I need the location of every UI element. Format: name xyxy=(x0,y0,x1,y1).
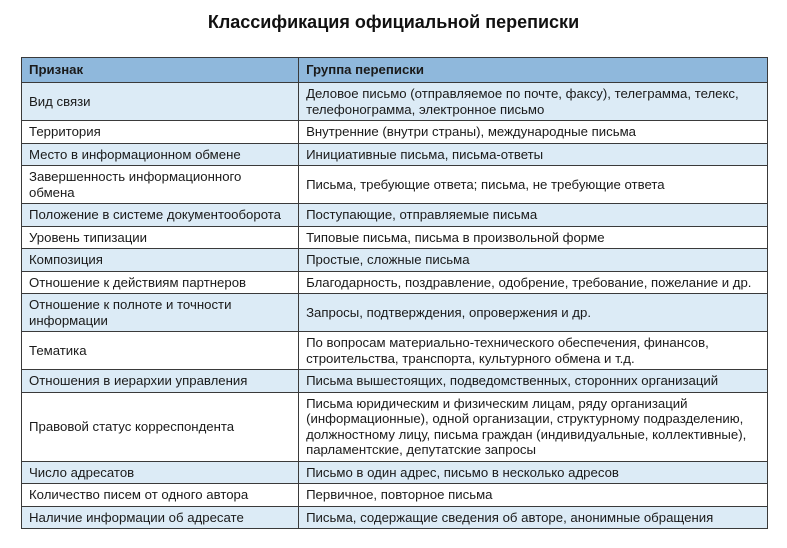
table-row xyxy=(22,392,768,461)
row-feature: Отношения в иерархии управления xyxy=(22,370,299,393)
row-group: Письма, требующие ответа; письма, не требующие ответа xyxy=(299,166,768,204)
page-title: Классификация официальной переписки xyxy=(207,12,580,32)
row-group: Поступающие, отправляемые письма xyxy=(299,204,768,227)
row-group: Письма вышестоящих, подведомственных, сторонних организаций xyxy=(299,370,768,393)
row-feature: Территория xyxy=(22,121,299,144)
row-feature: Уровень типизации xyxy=(22,226,299,249)
row-feature: Вид связи xyxy=(22,83,299,121)
table-row xyxy=(22,484,768,507)
table-row xyxy=(22,121,768,144)
table-row xyxy=(22,249,768,272)
row-group: По вопросам материально-технического обеспечения, финансов, строительства, транспорта, культурного обмена и т.д. xyxy=(299,332,768,370)
table-header-row xyxy=(22,58,768,83)
table-row xyxy=(22,461,768,484)
row-group: Запросы, подтверждения, опровержения и др. xyxy=(299,294,768,332)
row-group: Инициативные письма, письма-ответы xyxy=(299,143,768,166)
row-group: Благодарность, поздравление, одобрение, требование, пожелание и др. xyxy=(299,271,768,294)
table-row xyxy=(22,83,768,121)
row-group: Письма юридическим и физическим лицам, ряду организаций (информационные), одной организации, структурному подразделению, должностному лицу, письма граждан (индивидуальные, коллективные), парламентские, депутатские запросы xyxy=(299,392,768,461)
row-group: Письмо в один адрес, письмо в несколько адресов xyxy=(299,461,768,484)
table-row xyxy=(22,506,768,529)
row-group: Деловое письмо (отправляемое по почте, факсу), телеграмма, телекс, телефонограмма, электронное письмо xyxy=(299,83,768,121)
row-group: Типовые письма, письма в произвольной форме xyxy=(299,226,768,249)
row-feature: Композиция xyxy=(22,249,299,272)
table-row xyxy=(22,332,768,370)
row-feature: Тематика xyxy=(22,332,299,370)
table-row xyxy=(22,294,768,332)
row-feature: Место в информационном обмене xyxy=(22,143,299,166)
row-feature: Правовой статус корреспондента xyxy=(22,392,299,461)
table-row xyxy=(22,226,768,249)
row-feature: Отношение к полноте и точности информации xyxy=(22,294,299,332)
row-feature: Отношение к действиям партнеров xyxy=(22,271,299,294)
row-feature: Количество писем от одного автора xyxy=(22,484,299,507)
row-group: Первичное, повторное письма xyxy=(299,484,768,507)
row-group: Письма, содержащие сведения об авторе, анонимные обращения xyxy=(299,506,768,529)
row-group: Простые, сложные письма xyxy=(299,249,768,272)
table-row xyxy=(22,271,768,294)
row-feature: Число адресатов xyxy=(22,461,299,484)
table-row xyxy=(22,204,768,227)
row-feature: Завершенность информационного обмена xyxy=(22,166,299,204)
row-feature: Наличие информации об адресате xyxy=(22,506,299,529)
row-group: Внутренние (внутри страны), международные письма xyxy=(299,121,768,144)
table-row xyxy=(22,370,768,393)
classification-table xyxy=(21,57,768,529)
table-row xyxy=(22,166,768,204)
header-feature: Признак xyxy=(22,58,299,83)
row-feature: Положение в системе документооборота xyxy=(22,204,299,227)
header-group: Группа переписки xyxy=(299,58,768,83)
table-row xyxy=(22,143,768,166)
